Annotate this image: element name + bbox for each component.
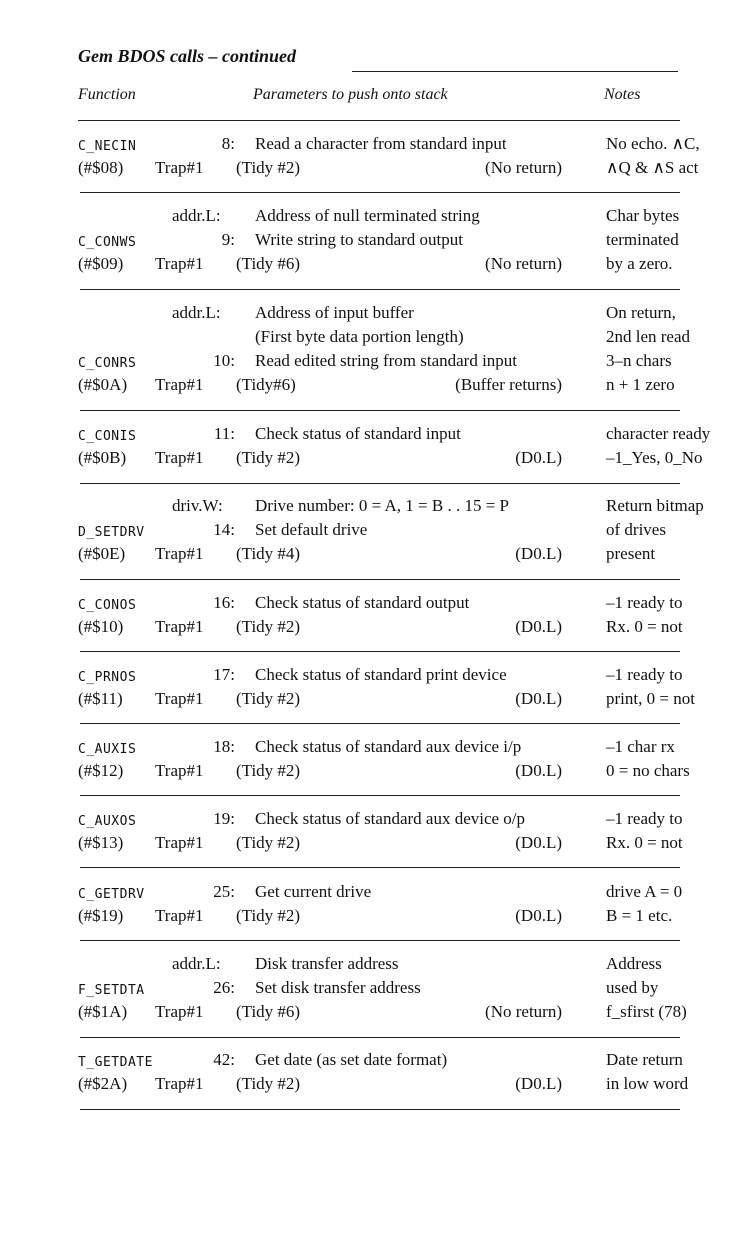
param-label: driv.W:	[172, 496, 223, 515]
function-code: (#$10)	[78, 617, 124, 636]
function-name: C_AUXIS	[78, 742, 137, 757]
param-description: (First byte data portion length)	[255, 327, 464, 346]
function-name: D_SETDRV	[78, 525, 145, 540]
trap-label: Trap#1	[155, 689, 204, 708]
tidy-label: (Tidy #2)	[236, 833, 301, 852]
header-notes: Notes	[604, 86, 641, 103]
function-code: (#$19)	[78, 906, 124, 925]
function-name: F_SETDTA	[78, 983, 145, 998]
return-value: (D0.L)	[515, 689, 562, 708]
note-line: 0 = no chars	[606, 761, 690, 780]
function-code: (#$0A)	[78, 375, 128, 394]
note-line: –1 ready to	[606, 809, 683, 828]
tidy-label: (Tidy #2)	[236, 158, 301, 177]
trap-label: Trap#1	[155, 448, 204, 467]
note-line: On return,	[606, 303, 676, 322]
row-divider	[80, 289, 680, 290]
return-value: (D0.L)	[515, 761, 562, 780]
note-line: Rx. 0 = not	[606, 617, 683, 636]
return-value: (No return)	[485, 254, 562, 273]
param-description: Disk transfer address	[255, 954, 399, 973]
return-value: (D0.L)	[515, 1074, 562, 1093]
function-number: 9:	[221, 230, 235, 249]
return-value: (No return)	[485, 158, 562, 177]
function-number: 26:	[213, 978, 235, 997]
row-divider	[80, 795, 680, 796]
tidy-label: (Tidy #2)	[236, 1074, 301, 1093]
function-code: (#$09)	[78, 254, 124, 273]
note-line: present	[606, 544, 656, 563]
function-description: Check status of standard aux device i/p	[255, 737, 522, 756]
param-description: Drive number: 0 = A, 1 = B . . 15 = P	[255, 496, 510, 515]
row-divider	[80, 940, 680, 941]
page-title: Gem BDOS calls – continued	[78, 46, 297, 66]
row-divider	[80, 867, 680, 868]
title-rule	[352, 71, 678, 72]
function-name: C_AUXOS	[78, 814, 137, 829]
header-rule	[78, 120, 680, 121]
note-line: –1_Yes, 0_No	[606, 448, 703, 467]
function-code: (#$0E)	[78, 544, 126, 563]
note-line: used by	[606, 978, 659, 997]
function-description: Check status of standard aux device o/p	[255, 809, 526, 828]
tidy-label: (Tidy #4)	[236, 544, 301, 563]
row-divider	[80, 1109, 680, 1110]
note-line: ∧Q & ∧S act	[606, 158, 699, 177]
function-code: (#$2A)	[78, 1074, 128, 1093]
function-name: C_PRNOS	[78, 670, 137, 685]
function-name: C_CONIS	[78, 429, 137, 444]
note-line: 3–n chars	[606, 351, 672, 370]
row-divider	[80, 579, 680, 580]
function-number: 10:	[213, 351, 235, 370]
return-value: (No return)	[485, 1002, 562, 1021]
note-line: B = 1 etc.	[606, 906, 673, 925]
row-divider	[80, 1037, 680, 1038]
function-description: Check status of standard print device	[255, 665, 507, 684]
tidy-label: (Tidy #2)	[236, 448, 301, 467]
tidy-label: (Tidy #6)	[236, 254, 301, 273]
note-line: –1 ready to	[606, 665, 683, 684]
return-value: (D0.L)	[515, 833, 562, 852]
tidy-label: (Tidy #6)	[236, 1002, 301, 1021]
tidy-label: (Tidy #2)	[236, 617, 301, 636]
function-description: Set default drive	[255, 520, 368, 539]
function-code: (#$12)	[78, 761, 124, 780]
function-number: 16:	[213, 593, 235, 612]
function-name: C_CONWS	[78, 235, 137, 250]
note-line: drive A = 0	[606, 882, 683, 901]
function-number: 18:	[213, 737, 235, 756]
note-line: Address	[606, 954, 662, 973]
trap-label: Trap#1	[155, 833, 204, 852]
param-label: addr.L:	[172, 954, 221, 973]
tidy-label: (Tidy #2)	[236, 689, 301, 708]
note-line: in low word	[606, 1074, 689, 1093]
trap-label: Trap#1	[155, 544, 204, 563]
row-divider	[80, 651, 680, 652]
function-name: C_CONOS	[78, 598, 137, 613]
note-line: No echo. ∧C,	[606, 134, 700, 153]
function-number: 8:	[221, 134, 235, 153]
trap-label: Trap#1	[155, 1074, 204, 1093]
function-name: C_GETDRV	[78, 887, 145, 902]
header-parameters: Parameters to push onto stack	[253, 86, 448, 103]
function-name: C_CONRS	[78, 356, 137, 371]
function-code: (#$11)	[78, 689, 123, 708]
note-line: –1 char rx	[606, 737, 675, 756]
note-line: terminated	[606, 230, 679, 249]
function-code: (#$13)	[78, 833, 124, 852]
note-line: print, 0 = not	[606, 689, 695, 708]
function-description: Get current drive	[255, 882, 372, 901]
function-code: (#$08)	[78, 158, 124, 177]
trap-label: Trap#1	[155, 617, 204, 636]
note-line: character ready	[606, 424, 711, 443]
row-divider	[80, 192, 680, 193]
row-divider	[80, 483, 680, 484]
trap-label: Trap#1	[155, 1002, 204, 1021]
tidy-label: (Tidy#6)	[236, 375, 296, 394]
trap-label: Trap#1	[155, 906, 204, 925]
trap-label: Trap#1	[155, 254, 204, 273]
note-line: of drives	[606, 520, 666, 539]
note-line: Char bytes	[606, 206, 680, 225]
return-value: (D0.L)	[515, 906, 562, 925]
function-number: 25:	[213, 882, 235, 901]
function-description: Set disk transfer address	[255, 978, 421, 997]
function-number: 42:	[213, 1050, 235, 1069]
return-value: (Buffer returns)	[455, 375, 562, 394]
header-function: Function	[78, 86, 136, 103]
note-line: Date return	[606, 1050, 683, 1069]
param-label: addr.L:	[172, 303, 221, 322]
function-description: Get date (as set date format)	[255, 1050, 448, 1069]
trap-label: Trap#1	[155, 761, 204, 780]
return-value: (D0.L)	[515, 448, 562, 467]
tidy-label: (Tidy #2)	[236, 906, 301, 925]
note-line: n + 1 zero	[606, 375, 675, 394]
tidy-label: (Tidy #2)	[236, 761, 301, 780]
note-line: –1 ready to	[606, 593, 683, 612]
return-value: (D0.L)	[515, 617, 562, 636]
return-value: (D0.L)	[515, 544, 562, 563]
param-description: Address of input buffer	[255, 303, 414, 322]
function-code: (#$0B)	[78, 448, 127, 467]
param-description: Address of null terminated string	[255, 206, 480, 225]
function-number: 14:	[213, 520, 235, 539]
function-code: (#$1A)	[78, 1002, 128, 1021]
param-label: addr.L:	[172, 206, 221, 225]
function-description: Read edited string from standard input	[255, 351, 518, 370]
note-line: f_sfirst (78)	[606, 1002, 687, 1021]
trap-label: Trap#1	[155, 375, 204, 394]
note-line: Rx. 0 = not	[606, 833, 683, 852]
note-line: 2nd len read	[606, 327, 691, 346]
function-number: 17:	[213, 665, 235, 684]
function-description: Check status of standard output	[255, 593, 470, 612]
row-divider	[80, 410, 680, 411]
function-name: T_GETDATE	[78, 1055, 153, 1070]
function-number: 19:	[213, 809, 235, 828]
note-line: Return bitmap	[606, 496, 704, 515]
function-description: Write string to standard output	[255, 230, 464, 249]
function-name: C_NECIN	[78, 139, 137, 154]
row-divider	[80, 723, 680, 724]
function-description: Read a character from standard input	[255, 134, 507, 153]
trap-label: Trap#1	[155, 158, 204, 177]
function-description: Check status of standard input	[255, 424, 461, 443]
function-number: 11:	[213, 424, 235, 443]
note-line: by a zero.	[606, 254, 673, 273]
